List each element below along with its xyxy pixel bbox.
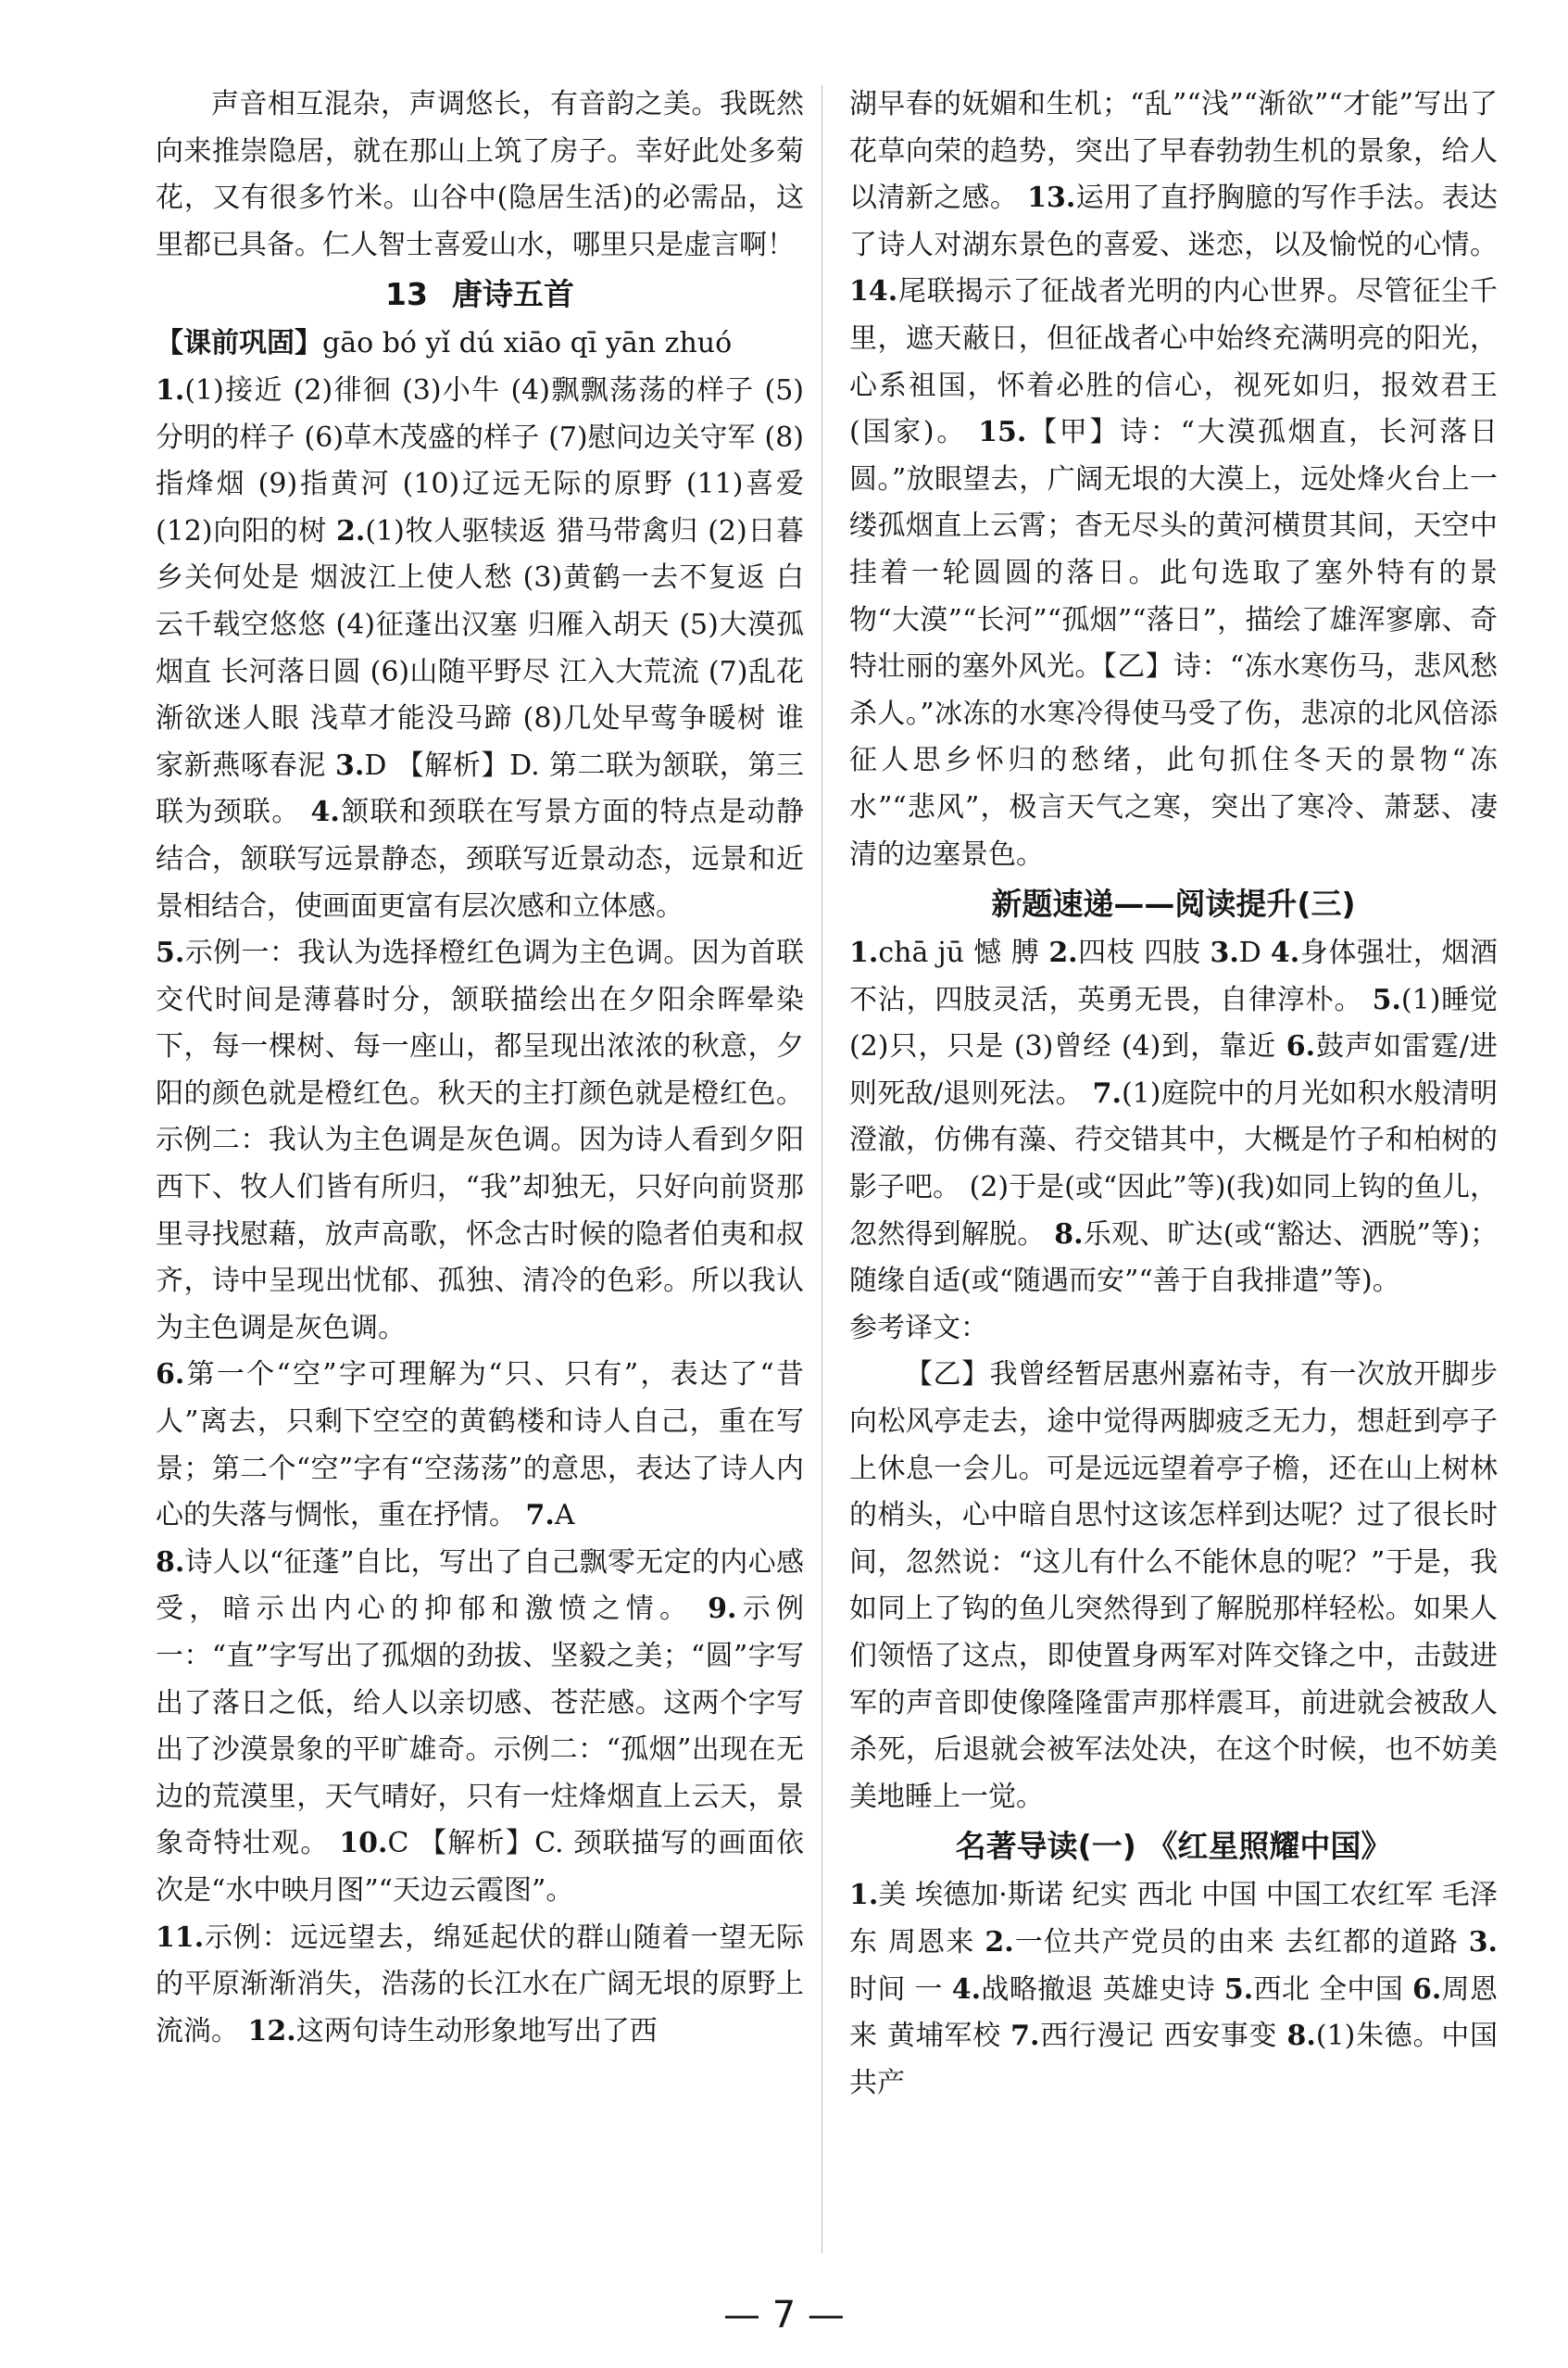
question-number: 14. (849, 275, 898, 309)
answer-text: (1)朱德。中国共产 (849, 2020, 1498, 2099)
page-number: — 7 — (723, 2294, 845, 2337)
pinyin-answers: gāo bó yǐ dú xiāo qī yān zhuó (322, 327, 733, 360)
question-number: 3. (1210, 937, 1239, 970)
question-number: 7. (1092, 1077, 1122, 1110)
answer-text: 诗人以“征蓬”自比，写出了自己飘零无定的内心感受，暗示出内心的抑郁和激愤之情。 (156, 1545, 804, 1626)
answer-text: D 【解析】D. 第二联为颔联，第三联为颈联。 (156, 749, 804, 829)
question-number: 11. (156, 1921, 205, 1954)
section-heading-classics: 名著导读(一) 《红星照耀中国》 (955, 1828, 1392, 1865)
answer-block (156, 1915, 804, 2056)
answer-block (849, 1872, 1498, 2107)
answer-text: (1)庭院中的月光如积水般清明澄澈，仿佛有藻、荇交错其中，大概是竹子和柏树的影子吧。 (2)于是(或“因此”等)(我)如同上钩的鱼儿，忽然得到解脱。 (849, 1077, 1499, 1251)
answer-text: 颔联和颈联在写景方面的特点是动静结合，颔联写远景静态，颈联写近景动态，远景和近景相结合，使画面更富有层次感和立体感。 (156, 796, 805, 923)
answer-text: 示例一：我认为选择橙红色调为主色调。因为首联交代时间是薄暮时分，颔联描绘出在夕阳余晖晕染下，每一棵树、每一座山，都呈现出浓浓的秋意，夕阳的颜色就是橙红色。秋天的主打颜色就是橙红色。示例二：我认为主色调是灰色调。因为诗人看到夕阳西下、牧人们皆有所归，“我”却独无，只好向前贤那里寻找慰藉，放声高歌，怀念古时候的隐者伯夷和叔齐，诗中呈现出忧郁、孤独、清冷的色彩。所以我认为主色调是灰色调。 (156, 937, 804, 1344)
answer-block (156, 1540, 804, 1915)
question-number: 2. (985, 1925, 1014, 1959)
question-number: 1. (849, 1879, 879, 1912)
section-number: 13 (385, 276, 428, 313)
answer-text: D (1238, 937, 1261, 970)
question-number: 3. (335, 749, 365, 782)
answer-text: (1)睡觉 (2)只，只是 (3)曾经 (4)到，靠近 (849, 983, 1498, 1064)
answer-text: 美 埃德加·斯诺 纪实 西北 中国 中国工农红军 毛泽东 周恩来 (849, 1879, 1498, 1959)
question-number: 7. (1010, 2020, 1040, 2053)
answer-text: (1)接近 (2)徘徊 (3)小牛 (4)飘飘荡荡的样子 (5)分明的样子 (6)草木茂盛的样子 (7)慰问边关守军 (8)指烽烟 (9)指黄河 (10)辽远无际的原野 (11)喜爱 (12)向阳的树 (156, 373, 804, 548)
question-number: 2. (1048, 937, 1078, 970)
question-number: 8. (1054, 1217, 1084, 1251)
question-number: 2. (335, 514, 366, 548)
question-number: 12. (247, 2014, 296, 2047)
question-number: 8. (156, 1545, 185, 1579)
answer-text: 【甲】诗：“大漠孤烟直，长河落日圆。”放眼望去，广阔无垠的大漠上，远处烽火台上一缕孤烟直上云霄；杳无尽头的黄河横贯其间，天空中挂着一轮圆圆的落日。此句选取了塞外特有的景物“大漠”“长河”“孤烟”“落日”，描绘了雄浑寥廓、奇特壮丽的塞外风光。【乙】诗：“冻水寒伤马，悲风愁杀人。”冰冻的水寒冷得使马受了伤，悲凉的北风倍添征人思乡怀归的愁绪，此句抓住冬天的景物“冻水”“悲风”，极言天气之寒，突出了寒冷、萧瑟、凄清的边塞景色。 (849, 416, 1498, 871)
answer-text: 示例：远远望去，绵延起伏的群山随着一望无际的平原渐渐消失，浩荡的长江水在广阔无垠的原野上流淌。 (156, 1921, 804, 2047)
answer-block (849, 82, 1498, 878)
question-number: 7. (525, 1499, 555, 1532)
question-number: 5. (1372, 983, 1401, 1016)
answer-text: C 【解析】C. 颈联描写的画面依次是“水中映月图”“天边云霞图”。 (156, 1827, 805, 1907)
pre-class-label: 【课前巩固】 (156, 327, 322, 360)
section-heading-tang-poems (156, 271, 804, 319)
answer-text: 西北 全中国 (1253, 1972, 1404, 2006)
question-number: 10. (339, 1827, 388, 1860)
question-number: 9. (708, 1593, 737, 1626)
question-number: 6. (1411, 1972, 1442, 2006)
question-number: 3. (1468, 1925, 1499, 1959)
answer-text: 西行漫记 西安事变 (1039, 2020, 1278, 2053)
answer-text: 战略撤退 英雄史诗 (981, 1972, 1215, 2006)
answer-text: 运用了直抒胸臆的写作手法。表达了诗人对湖东景色的喜爱、迷恋，以及愉悦的心情。 (849, 182, 1498, 261)
answer-text: chā jū 憾 膊 (878, 937, 1040, 970)
answer-text: 一位共产党员的由来 去红都的道路 (1013, 1925, 1459, 1959)
question-number: 1. (849, 937, 879, 970)
answer-text: A (554, 1499, 575, 1532)
answer-text: 第一个“空”字可理解为“只、只有”，表达了“昔人”离去，只剩下空空的黄鹤楼和诗人自己，重在写景；第二个“空”字有“空荡荡”的意思，表达了诗人内心的失落与惆怅，重在抒情。 (156, 1358, 804, 1532)
question-number: 15. (978, 416, 1027, 449)
answer-text: 四枝 四肢 (1077, 937, 1201, 970)
question-number: 4. (310, 796, 340, 829)
section-heading-reading: 新题速递——阅读提升(三) (991, 886, 1356, 923)
question-number: 13. (1027, 182, 1076, 215)
answer-text: 示例一：“直”字写出了孤烟的劲拔、坚毅之美；“圆”字写出了落日之低，给人以亲切感、苍茫感。这两个字写出了沙漠景象的平旷雄奇。示例二：“孤烟”出现在无边的荒漠里，天气晴好，只有一炷烽烟直上云天，景象奇特壮观。 (156, 1593, 805, 1860)
pre-class-review (156, 321, 804, 368)
answer-block (156, 1352, 804, 1539)
answer-text: 乐观、旷达(或“豁达、洒脱”等)；随缘自适(或“随遇而安”“善于自我排遣”等)。 (849, 1217, 1498, 1298)
answer-text: 这两句诗生动形象地写出了西 (295, 2014, 658, 2047)
answer-text: 周恩来 黄埔军校 (849, 1972, 1498, 2053)
question-number: 1. (156, 373, 185, 407)
question-number: 8. (1286, 2020, 1316, 2053)
translation-continued: 声音相互混杂，声调悠长，有音韵之美。我既然向来推崇隐居，就在那山上筑了房子。幸好此处多菊花，又有很多竹米。山谷中(隐居生活)的必需品，这里都已具备。仁人智士喜爱山水，哪里只是虚言啊！ (156, 88, 804, 261)
question-number: 6. (1286, 1030, 1316, 1064)
question-number: 4. (1270, 937, 1300, 970)
answer-block (156, 930, 804, 1352)
answer-block (849, 930, 1498, 1305)
answer-text: 湖早春的妩媚和生机；“乱”“浅”“渐欲”“才能”写出了花草向荣的趋势，突出了早春勃勃生机的景象，给人以清新之感。 (849, 88, 1498, 215)
right-column (849, 82, 1498, 2107)
answer-text: 时间 一 (849, 1972, 943, 2006)
question-number: 5. (156, 937, 185, 970)
question-number: 6. (156, 1358, 185, 1392)
answer-text: 鼓声如雷霆/进则死敌/退则死法。 (849, 1030, 1498, 1110)
answer-text: 尾联揭示了征战者光明的内心世界。尽管征尘千里，遮天蔽日，但征战者心中始终充满明亮的阳光，心系祖国，怀着必胜的信心，视死如归，报效君王(国家)。 (849, 275, 1498, 449)
section-title: 唐诗五首 (451, 276, 574, 313)
reference-translation: 【乙】我曾经暂居惠州嘉祐寺，有一次放开脚步向松风亭走去，途中觉得两脚疲乏无力，想赶到亭子上休息一会儿。可是远远望着亭子檐，还在山上树林的梢头，心中暗自思忖这该怎样到达呢？过了很长时间，忽然说：“这儿有什么不能休息的呢？”于是，我如同上了钩的鱼儿突然得到了解脱那样轻松。如果人们领悟了这点，即使置身两军对阵交锋之中，击鼓进军的声音即使像隆隆雷声那样震耳，前进就会被敌人杀死，后退就会被军法处决，在这个时候，也不妨美美地睡上一觉。 (849, 1358, 1498, 1813)
question-number: 5. (1223, 1972, 1254, 2006)
answer-text: (1)牧人驱犊返 猎马带禽归 (2)日暮乡关何处是 烟波江上使人愁 (3)黄鹤一去不复返 白云千载空悠悠 (4)征蓬出汉塞 归雁入胡天 (5)大漠孤烟直 长河落日圆 (6)山随平野尽 江入大荒流 (7)乱花渐欲迷人眼 浅草才能没马蹄 (8)几处早莺争暖树 谁家新燕啄春泥 (156, 514, 804, 782)
reference-label: 参考译文： (849, 1311, 988, 1344)
answer-block (156, 368, 804, 930)
answer-text: 身体强壮，烟酒不沾，四肢灵活，英勇无畏，自律淳朴。 (849, 937, 1498, 1016)
left-column (156, 82, 804, 2055)
question-number: 4. (951, 1972, 982, 2006)
